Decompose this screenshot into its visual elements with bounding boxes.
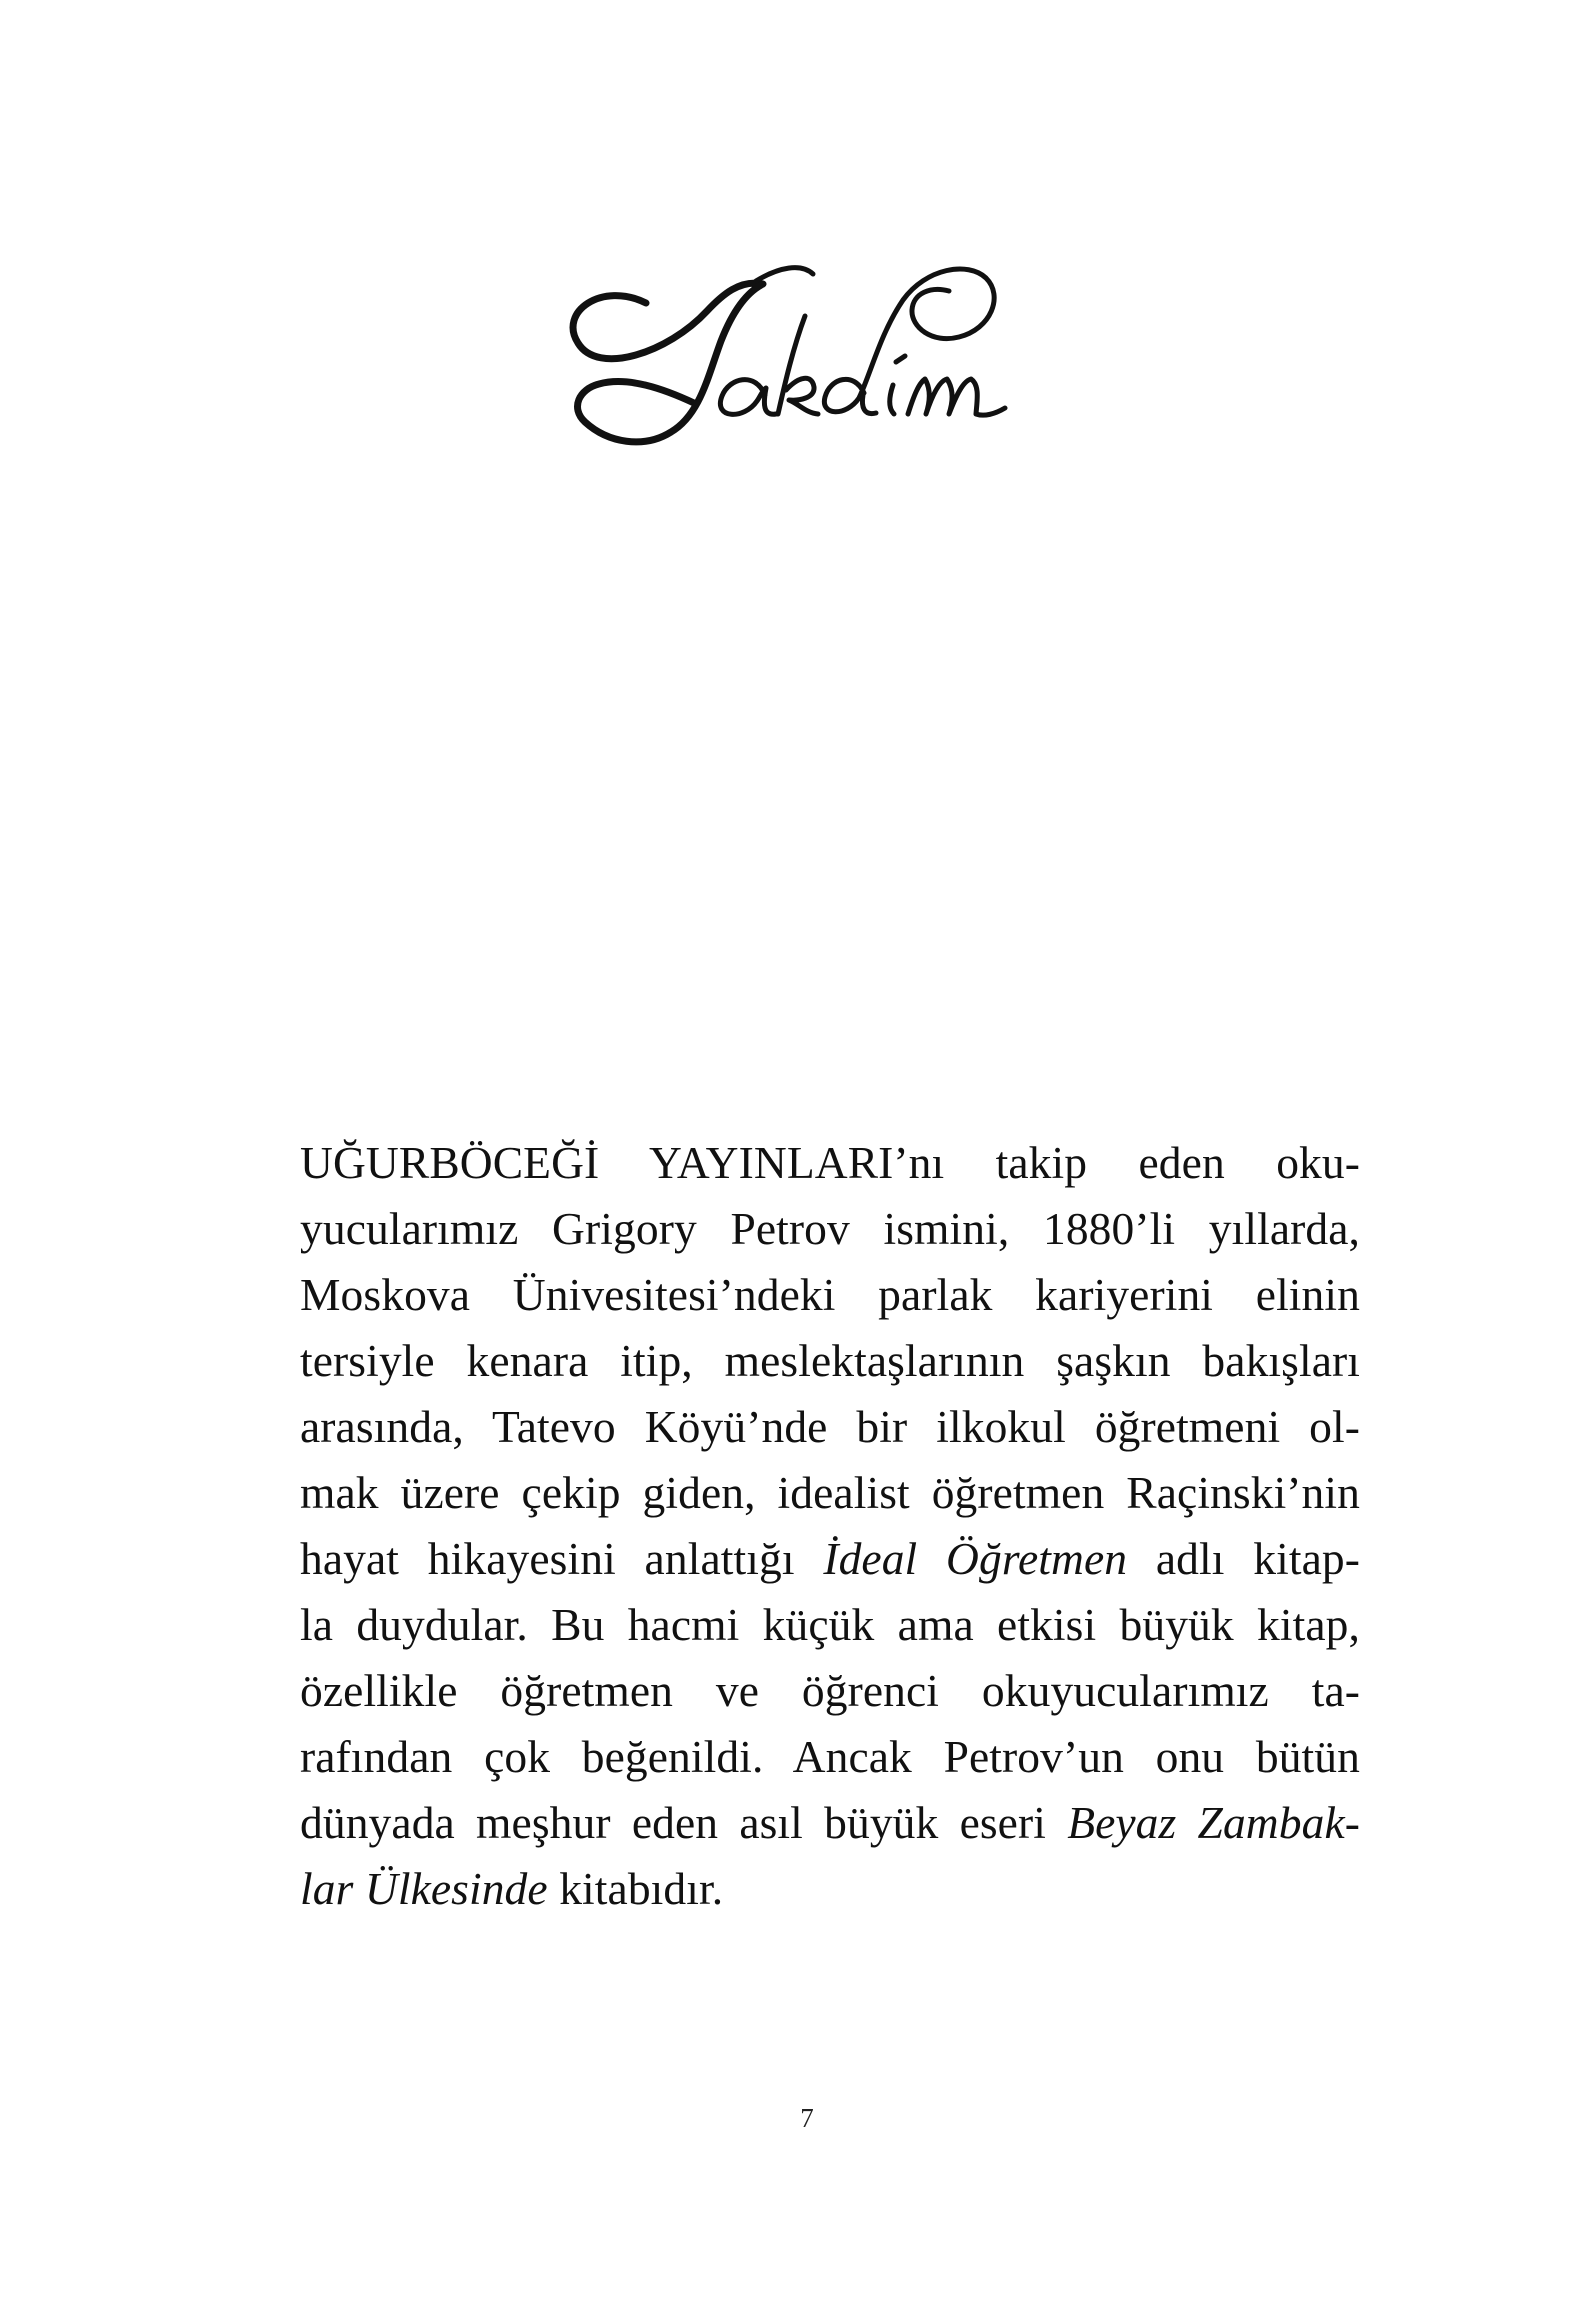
- text-run: özellikle öğretmen ve öğrenci okuyucularımız ta-: [300, 1665, 1360, 1716]
- title-script: [560, 250, 1020, 470]
- intro-paragraph: [300, 1130, 1360, 1922]
- paragraph-line: [300, 1658, 1360, 1724]
- book-title-italic: Beyaz Zambak-: [1067, 1797, 1361, 1848]
- text-run: tersiyle kenara itip, meslektaşlarının şaşkın bakışları: [300, 1335, 1360, 1386]
- text-run: yucularımız Grigory Petrov ismini, 1880’li yıllarda,: [300, 1203, 1360, 1254]
- text-run: adlı kitap-: [1127, 1533, 1360, 1584]
- paragraph-line: [300, 1790, 1360, 1856]
- text-run: dünyada meşhur eden asıl büyük eseri: [300, 1797, 1068, 1848]
- paragraph-line: [300, 1724, 1360, 1790]
- text-run: hayat hikayesini anlattığı: [300, 1533, 824, 1584]
- paragraph-line: [300, 1592, 1360, 1658]
- page-number: 7: [800, 2103, 814, 2133]
- text-run: Moskova Ünivesitesi’ndeki parlak kariyerini elinin: [300, 1269, 1360, 1320]
- text-run: rafından çok beğenildi. Ancak Petrov’un onu bütün: [300, 1731, 1360, 1782]
- paragraph-line: [300, 1328, 1360, 1394]
- text-run: mak üzere çekip giden, idealist öğretmen Raçinski’nin: [300, 1467, 1360, 1518]
- paragraph-line: [300, 1262, 1360, 1328]
- text-run: kitabıdır.: [547, 1863, 724, 1914]
- paragraph-line: [300, 1130, 1360, 1196]
- takdim-script-logotype: [560, 250, 1020, 470]
- text-run: la duydular. Bu hacmi küçük ama etkisi büyük kitap,: [300, 1599, 1360, 1650]
- paragraph-line: [300, 1856, 1360, 1922]
- text-run: UĞURBÖCEĞİ YAYINLARI’nı takip eden oku-: [300, 1137, 1360, 1188]
- book-title-italic: İdeal Öğretmen: [823, 1533, 1128, 1584]
- paragraph-line: [300, 1460, 1360, 1526]
- book-title-italic: lar Ülkesinde: [300, 1863, 548, 1914]
- paragraph-line: [300, 1526, 1360, 1592]
- paragraph-line: [300, 1394, 1360, 1460]
- paragraph-line: [300, 1196, 1360, 1262]
- text-run: arasında, Tatevo Köyü’nde bir ilkokul öğretmeni ol-: [300, 1401, 1360, 1452]
